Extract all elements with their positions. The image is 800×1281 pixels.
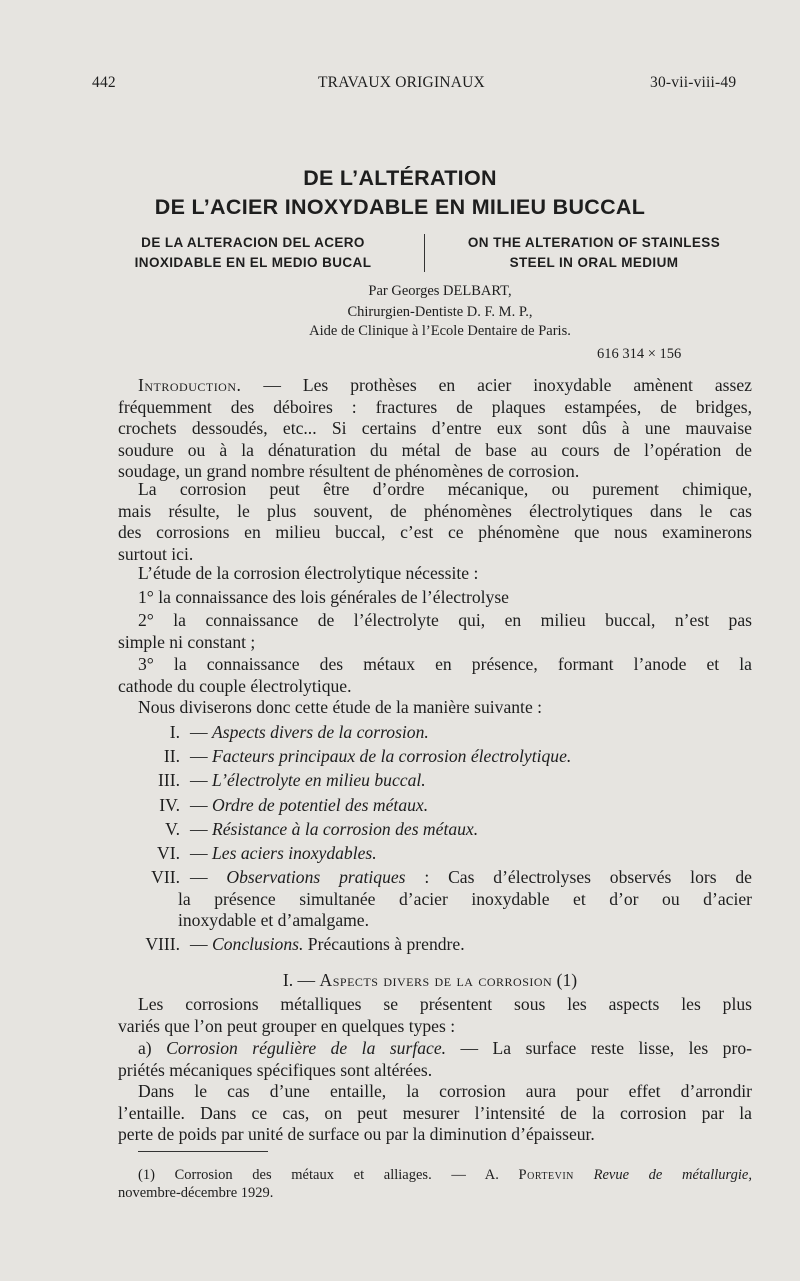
section-heading — [0, 970, 800, 992]
intro-line-1-text: — Les prothèses en acier inoxydable amènent assez — [241, 375, 752, 395]
plan-item — [190, 843, 377, 865]
paragraph-line: l’entaille. Dans ce cas, on peut mesurer l’intensité de la corrosion par la — [118, 1102, 752, 1123]
plan-item — [190, 722, 429, 744]
plan-title: Observations pratiques — [226, 867, 406, 887]
paragraph-line: cathode du couple électrolytique. — [118, 675, 352, 696]
paragraph-line: Dans le cas d’une entaille, la corrosion aura pour effet d’arrondir — [138, 1081, 752, 1101]
subtitle-english-line: ON THE ALTERATION OF STAINLESS — [467, 235, 721, 250]
footnote-text: (1) Corrosion des métaux et alliages. — A. — [138, 1167, 519, 1183]
plan-dash: — — [190, 867, 208, 887]
subtitle-spanish-line: DE LA ALTERACION DEL ACERO — [141, 235, 365, 250]
plan-title: Ordre de potentiel des métaux. — [212, 795, 429, 815]
plan-dash: — — [190, 722, 208, 742]
page-number: 442 — [92, 74, 116, 91]
plan-dash: — — [190, 746, 208, 766]
plan-item-continued: inoxydable et d’amalgame. — [178, 910, 370, 930]
paragraph-line: mais résulte, le plus souvent, de phénomènes électrolytiques dans le cas — [118, 500, 752, 521]
article-title-line-2: DE L’ACIER INOXYDABLE EN MILIEU BUCCAL — [154, 195, 646, 219]
paragraph-line: 2° la connaissance de l’électrolyte qui, en milieu buccal, n’est pas — [138, 610, 752, 630]
paragraph-line: surtout ici. — [118, 543, 194, 564]
plan-dash: — — [190, 795, 208, 815]
footnote-author: Portevin — [518, 1167, 574, 1183]
subtitle-english-line: STEEL IN ORAL MEDIUM — [509, 255, 679, 270]
plan-item — [190, 795, 428, 817]
plan-title: L’électrolyte en milieu buccal. — [212, 770, 426, 790]
plan-number: III. — [158, 770, 180, 790]
paragraph-study: L’étude de la corrosion électrolytique nécessite : — [138, 563, 479, 583]
plan-item — [190, 934, 465, 956]
plan-item-continued: la présence simultanée d’acier inoxydable et d’or ou d’acier — [178, 889, 752, 909]
author-name: Par Georges DELBART, — [368, 283, 512, 299]
paragraph-line: Les corrosions métalliques se présentent sous les aspects les plus — [138, 994, 752, 1014]
footnote-rule — [138, 1151, 268, 1152]
plan-title: Résistance à la corrosion des métaux. — [212, 819, 479, 839]
plan-item — [190, 746, 571, 768]
paragraph-line: soudage, un grand nombre résultent de phénomènes de corrosion. — [118, 461, 580, 481]
section-number: I. — — [282, 970, 320, 990]
plan-item — [190, 770, 426, 792]
paragraph-notch — [118, 1081, 752, 1146]
running-title: TRAVAUX ORIGINAUX — [318, 74, 485, 91]
paragraph-line: soudure ou à la dénaturation du métal de base au cours de l’opération de — [118, 439, 752, 460]
paragraph-types — [118, 994, 752, 1037]
footnote-journal: Revue de métallurgie, — [573, 1167, 752, 1183]
paragraph-line: priétés mécaniques spécifiques sont altérées. — [118, 1059, 433, 1080]
plan-item — [190, 867, 752, 889]
plan-dash: — — [190, 770, 208, 790]
plan-dash: — — [190, 934, 208, 954]
type-text: — La surface reste lisse, les pro- — [446, 1038, 752, 1058]
paragraph-line: des corrosions en milieu buccal, c’est ce phénomène que nous examinerons — [118, 522, 752, 542]
paragraph-line: variés que l’on peut grouper en quelques types : — [118, 1015, 456, 1036]
footnote-line — [118, 1166, 752, 1184]
intro-label: Introduction. — [138, 375, 242, 395]
plan-dash: — — [190, 843, 208, 863]
plan-title: Aspects divers de la corrosion. — [212, 722, 429, 742]
footnote — [118, 1166, 752, 1202]
paragraph-line: La corrosion peut être d’ordre mécanique, ou purement chimique, — [138, 479, 752, 499]
paragraph-line: 3° la connaissance des métaux en présence, formant l’anode et la — [138, 654, 752, 674]
type-title: Corrosion régulière de la surface. — [166, 1038, 447, 1058]
plan-number: VIII. — [145, 934, 180, 954]
plan-item — [190, 819, 478, 841]
author-affiliation: Aide de Clinique à l’Ecole Dentaire de Paris. — [309, 323, 571, 339]
article-title-line-1: DE L’ALTÉRATION — [303, 166, 497, 190]
plan-number: V. — [165, 819, 180, 839]
plan-intro: Nous diviserons donc cette étude de la manière suivante : — [138, 697, 543, 717]
plan-dash: — — [190, 819, 208, 839]
section-note: (1) — [552, 970, 578, 990]
plan-title-rest: : Cas d’électrolyses observés lors de — [405, 867, 752, 887]
paragraph-line: simple ni constant ; — [118, 631, 256, 652]
paragraph-line: perte de poids par unité de surface ou par la diminution d’épaisseur. — [118, 1124, 595, 1144]
issue-date: 30-vii-viii-49 — [650, 74, 737, 91]
plan-number: I. — [169, 722, 180, 742]
plan-title: Facteurs principaux de la corrosion électrolytique. — [212, 746, 572, 766]
author-title: Chirurgien-Dentiste D. F. M. P., — [347, 304, 533, 320]
footnote-line: novembre-décembre 1929. — [118, 1185, 274, 1201]
type-label: a) — [138, 1038, 167, 1058]
subtitle-spanish-line: INOXIDABLE EN EL MEDIO BUCAL — [134, 255, 372, 270]
paragraph-line: crochets dessoudés, etc... Si certains d’entre eux sont dûs à une mauvaise — [118, 418, 752, 438]
plan-title: Les aciers inoxydables. — [212, 843, 377, 863]
paragraph-type-a — [118, 1038, 752, 1081]
plan-title-rest: Précautions à prendre. — [303, 934, 465, 954]
plan-number: II. — [163, 746, 180, 766]
paragraph-line — [118, 1038, 752, 1060]
plan-number: IV. — [159, 795, 180, 815]
paragraph-line: fréquemment des déboires : fractures de plaques estampées, de bridges, — [118, 396, 752, 417]
section-title: Aspects divers de la corrosion — [319, 970, 553, 990]
classification-code: 616 314 × 156 — [597, 346, 682, 362]
list-item-1: 1° la connaissance des lois générales de l’électrolyse — [138, 587, 509, 607]
plan-number: VI. — [157, 843, 180, 863]
plan-number: VII. — [151, 867, 180, 887]
plan-title: Conclusions. — [212, 934, 304, 954]
